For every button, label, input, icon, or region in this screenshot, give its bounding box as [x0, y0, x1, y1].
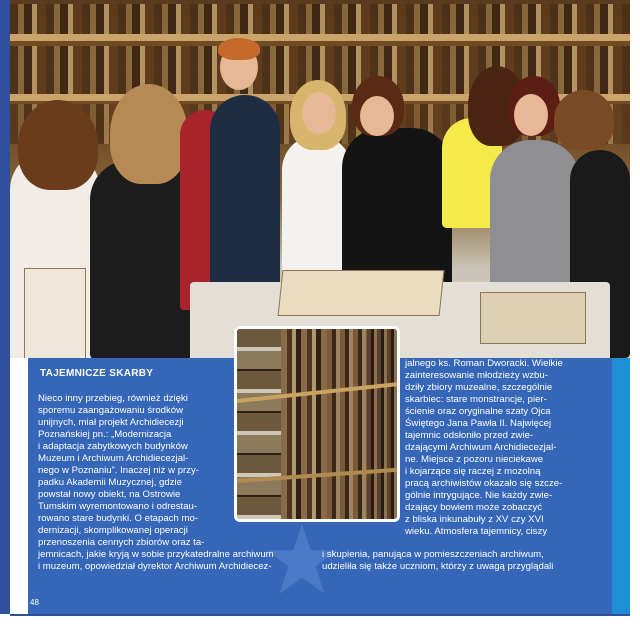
text-line: i kojarzące się raczej z mozolną	[405, 466, 541, 477]
left-wide-text	[38, 549, 314, 573]
text-line: wieku. Atmosfera tajemnicy, ciszy	[405, 526, 548, 537]
text-line: Poznańskiej pn.: „Modernizacja	[38, 429, 172, 440]
student-hair	[218, 38, 260, 60]
text-line: jemnicach, jakie kryją w sobie przykatedralne archiwum	[38, 549, 274, 560]
text-line: i muzeum, opowiedział dyrektor Archiwum Archidiecez-	[38, 561, 272, 572]
book-box	[24, 268, 86, 358]
left-text-continued	[38, 537, 230, 549]
text-line: nego w Poznaniu”. Inaczej niż w przy-	[38, 465, 200, 476]
shelf-column	[327, 329, 367, 522]
shelf-board	[10, 34, 630, 41]
text-line: sporemu zaangażowaniu środków	[38, 405, 184, 416]
text-line: pracą archiwistów okazało się szcze-	[405, 478, 563, 489]
student-hair	[110, 84, 188, 184]
right-wide-text	[322, 549, 604, 573]
text-line: rowano stare budynki. O etapach mo-	[38, 513, 198, 524]
text-line: Tumskim wyremontowano i odrestau-	[38, 501, 198, 512]
closed-book	[480, 292, 586, 344]
text-line: padku Akademii Muzycznej, gdzie	[38, 477, 182, 488]
shelf-column	[237, 329, 281, 522]
student-figure	[490, 140, 580, 290]
page-margin	[630, 0, 640, 640]
text-line: dzający bowiem może zobaczyć	[405, 502, 543, 513]
bottom-rule	[10, 614, 630, 616]
text-line: Nieco inny przebieg, również dzięki	[38, 393, 188, 404]
open-manuscript	[278, 270, 445, 316]
text-line: tajemnic odsłoniło przed zwie-	[405, 430, 533, 441]
student-hair	[554, 90, 614, 150]
text-line: udzieliła się także uczniom, którzy z uwagą przyglądali	[322, 561, 554, 572]
student-head	[302, 92, 336, 134]
bottom-margin	[0, 614, 640, 640]
text-line: skarbiec: stare monstrancje, pier-	[405, 394, 547, 405]
text-line: Muzeum i Archiwum Archidiecezjal-	[38, 453, 189, 464]
text-line: dziły zbiory muzealne, szczególnie	[405, 382, 553, 393]
left-text-column	[38, 393, 230, 537]
text-line: zainteresowanie młodzieży wzbu-	[405, 370, 548, 381]
text-line: dernizacji, skomplikowanej operacji	[38, 525, 188, 536]
text-line: dzającymi Archiwum Archidiecezjal-	[405, 442, 557, 453]
guide-head	[360, 96, 394, 136]
shelf-column	[367, 329, 400, 522]
students-archive-photo	[10, 0, 630, 358]
section-heading: TAJEMNICZE SKARBY	[40, 368, 154, 379]
text-line: ścienie oraz oryginalne szaty Ojca	[405, 406, 551, 417]
student-head	[514, 94, 548, 136]
text-line: przenoszenia cennych zbiorów oraz ta-	[38, 537, 205, 548]
bookshelf-row	[10, 4, 630, 34]
page-number: 48	[30, 598, 39, 607]
text-line: z bliska inkunabuły z XV czy XVI	[405, 514, 544, 525]
text-line: Świętego Jana Pawła II. Najwięcej	[405, 418, 552, 429]
shelf-column	[281, 329, 327, 522]
student-hair	[18, 100, 98, 190]
archive-shelves-inset-photo	[234, 326, 400, 522]
text-line: i skupienia, panująca w pomieszczeniach archiwum,	[322, 549, 544, 560]
right-text-column	[405, 358, 603, 538]
text-line: gólnie intrygujące. Nie każdy zwie-	[405, 490, 553, 501]
guide-figure	[342, 128, 452, 288]
text-line: powstał nowy obiekt, na Ostrowie	[38, 489, 181, 500]
left-color-strip	[0, 0, 10, 640]
text-line: i adaptacja zabytkowych budynków	[38, 441, 188, 452]
text-line: ne. Miejsce z pozoru nieciekawe	[405, 454, 544, 465]
text-line: jalnego ks. Roman Dworacki. Wielkie	[405, 358, 563, 369]
text-line: unijnych, miał projekt Archidiecezji	[38, 417, 184, 428]
right-color-strip	[612, 358, 630, 614]
